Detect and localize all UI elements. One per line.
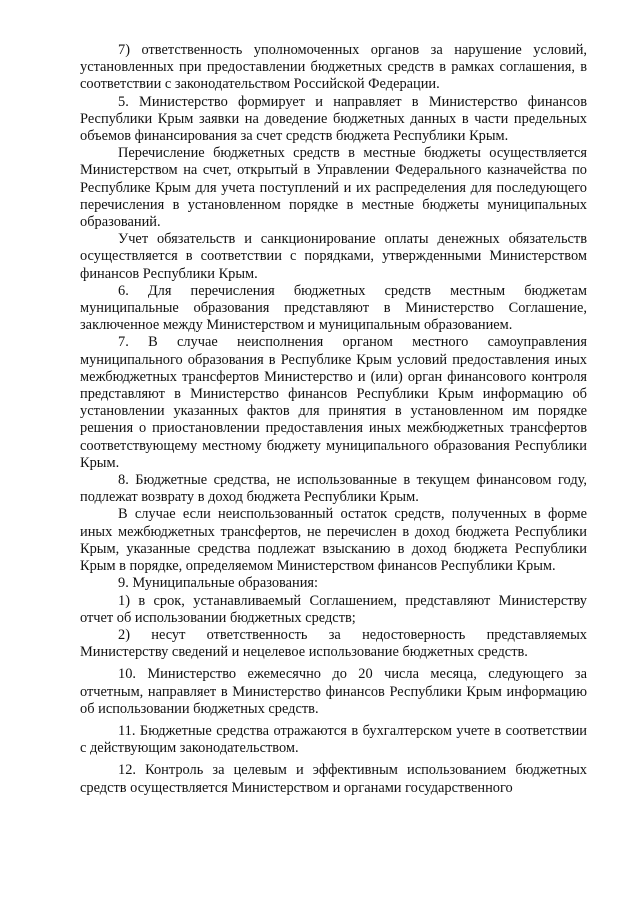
paragraph-9-2-liability: 2) несут ответственность за недостоверность представляемых Министерству сведений и нецелевое использование бюджетных средств. xyxy=(80,626,587,661)
paragraph-12-control: 12. Контроль за целевым и эффективным использованием бюджетных средств осуществляется Министерством и органами государственного xyxy=(80,762,587,796)
paragraph-unused-balance-recovery: В случае если неиспользованный остаток средств, полученных в форме иных межбюджетных трансфертов, не перечислен в доход бюджета Республики Крым, указанные средства подлежат взысканию в доход бюджета Республики Крым в порядке, определяемом Министерством финансов Республики Крым. xyxy=(80,506,587,575)
paragraph-9-municipalities: 9. Муниципальные образования: xyxy=(118,575,319,592)
paragraph-8-unused-funds: 8. Бюджетные средства, не использованные в текущем финансовом году, подлежат возврату в доход бюджета Республики Крым. xyxy=(80,472,587,506)
document-page xyxy=(80,42,587,797)
paragraph-accounting-obligations: Учет обязательств и санкционирование оплаты денежных обязательств осуществляется в соответствии с порядками, утвержденными Министерством финансов Республики Крым. xyxy=(80,231,587,282)
paragraph-9-1-report: 1) в срок, устанавливаемый Соглашением, представляют Министерству отчет об использовании бюджетных средств; xyxy=(80,592,587,626)
paragraph-7-nonfulfillment: 7. В случае неисполнения органом местного самоуправления муниципального образования в Республике Крым условий предоставления иных межбюджетных трансфертов Министерство и (или) орган финансового контроля представляют в Министерство финансов Республики Крым информацию об установлении указанных фактов для принятия в установленном им порядке решения о приостановлении предоставления иных межбюджетных трансфертов соответствующему местному бюджету муниципального образования Республики Крым. xyxy=(80,334,587,471)
paragraph-11-accounting: 11. Бюджетные средства отражаются в бухгалтерском учете в соответствии с действующим законодательством. xyxy=(80,722,587,757)
paragraph-7-responsibility: 7) ответственность уполномоченных органов за нарушение условий, установленных при предоставлении бюджетных средств в рамках соглашения, в соответствии с законодательством Российской Федерации. xyxy=(80,42,587,93)
paragraph-5-ministry-requests: 5. Министерство формирует и направляет в Министерство финансов Республики Крым заявки на доведение бюджетных данных в части предельных объемов финансирования за счет средств бюджета Республики Крым. xyxy=(80,93,587,145)
paragraph-transfer-of-funds: Перечисление бюджетных средств в местные бюджеты осуществляется Министерством на счет, открытый в Управлении Федерального казначейства по Республике Крым для учета поступлений и их распределения для последующего перечисления в установленном порядке в местные бюджеты муниципальных образований. xyxy=(80,145,587,231)
paragraph-10-monthly-info: 10. Министерство ежемесячно до 20 числа месяца, следующего за отчетным, направляет в Министерство финансов Республики Крым информацию об использовании бюджетных средств. xyxy=(80,666,587,717)
paragraph-6-agreement: 6. Для перечисления бюджетных средств местным бюджетам муниципальные образования представляют в Министерство Соглашение, заключенное между Министерством и муниципальным образованием. xyxy=(80,282,587,334)
